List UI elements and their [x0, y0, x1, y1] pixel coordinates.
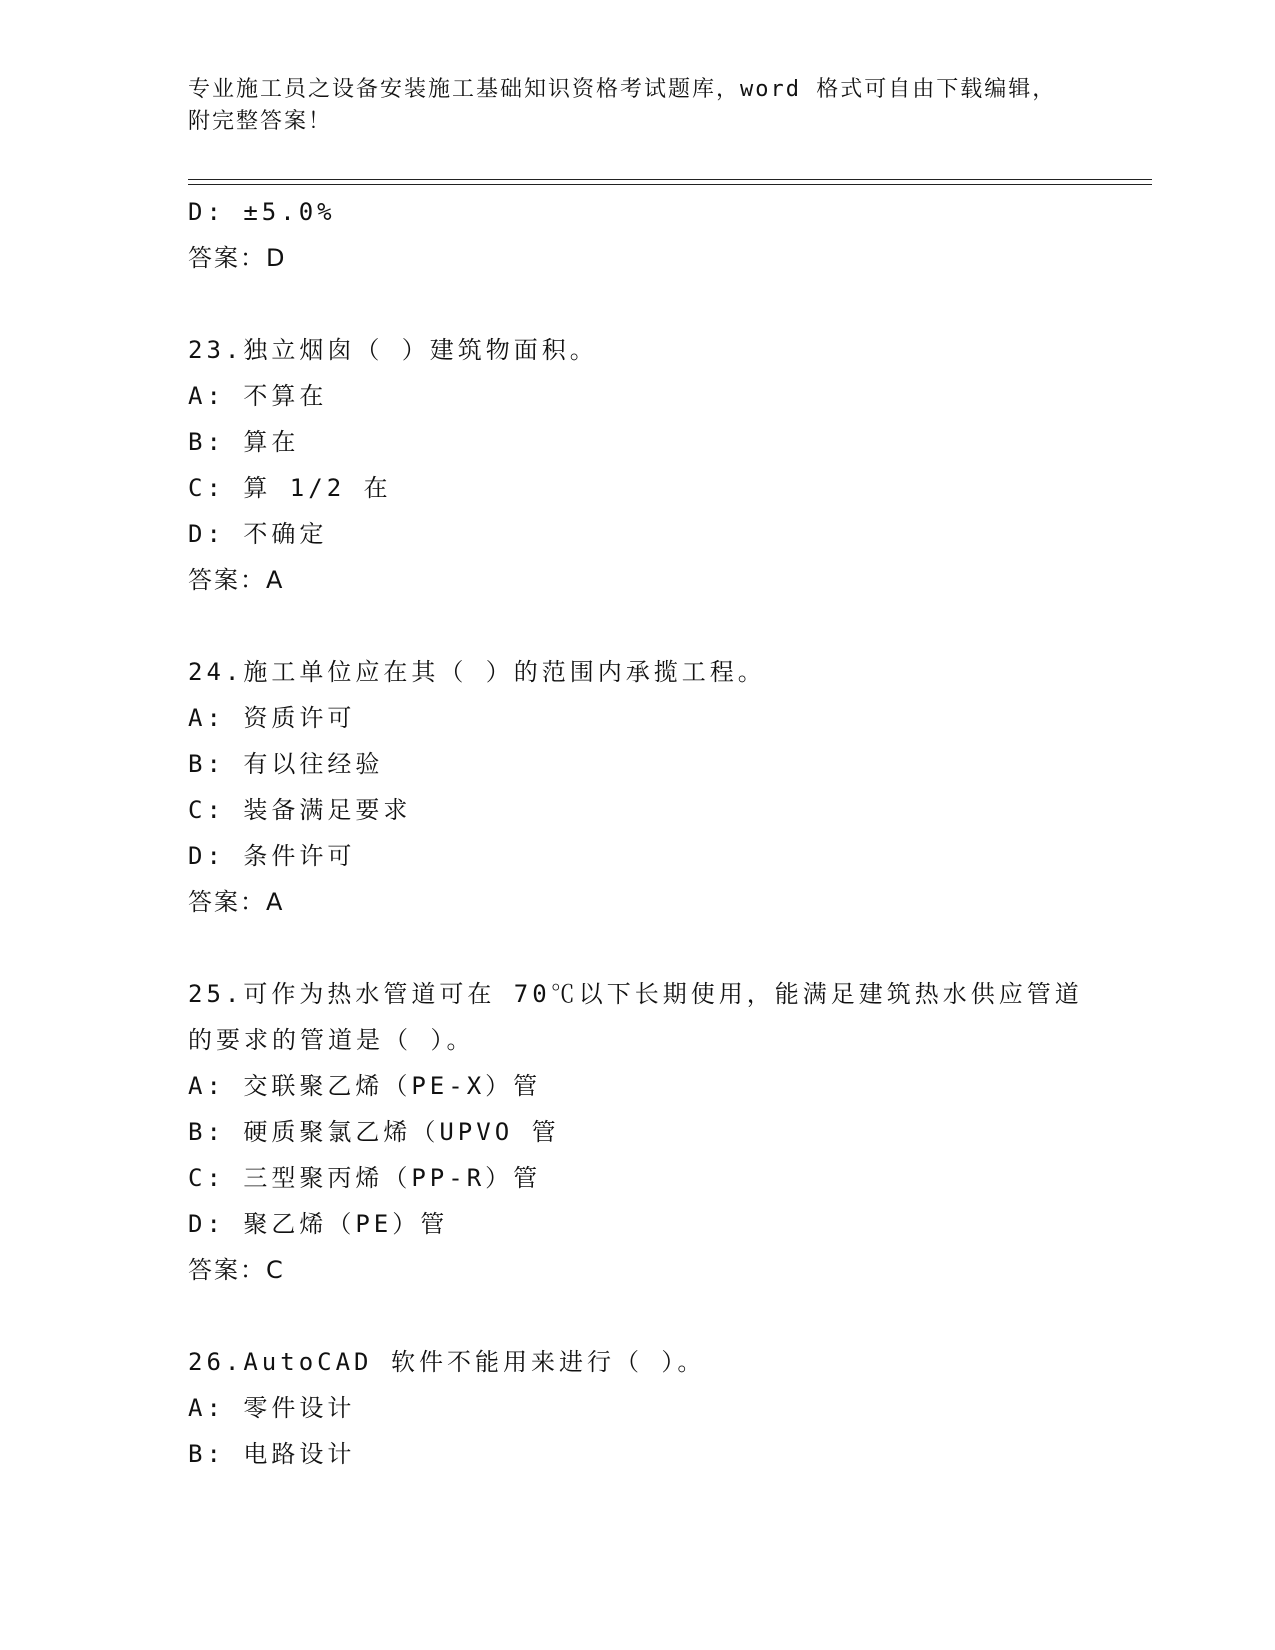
- question-23: [188, 327, 1088, 603]
- header-line-1: 专业施工员之设备安装施工基础知识资格考试题库，word 格式可自由下载编辑，: [188, 77, 1057, 102]
- option-a: A: 资质许可: [188, 704, 356, 732]
- option-a: A: 交联聚乙烯（PE-X）管: [188, 1072, 542, 1100]
- option-d: D: 不确定: [188, 520, 328, 548]
- answer: 答案：A: [188, 888, 285, 916]
- question-list: [188, 189, 1088, 1477]
- spacer: [188, 925, 1088, 971]
- question-stem-line-2: 的要求的管道是（ ）。: [188, 1026, 475, 1054]
- question-25: [188, 971, 1088, 1293]
- document-header: [188, 74, 1088, 138]
- option-d: D: 条件许可: [188, 842, 356, 870]
- spacer: [188, 1293, 1088, 1339]
- question-stem: 24.施工单位应在其（ ）的范围内承揽工程。: [188, 658, 766, 686]
- question-stem: 26.AutoCAD 软件不能用来进行（ ）。: [188, 1348, 706, 1376]
- question-24: [188, 649, 1088, 925]
- option-c: C: 算 1/2 在: [188, 474, 392, 502]
- question-26: [188, 1339, 1088, 1477]
- question-stem-line-1: 25.可作为热水管道可在 70℃以下长期使用，能满足建筑热水供应管道: [188, 980, 1083, 1008]
- answer: 答案：C: [188, 1256, 285, 1284]
- prev-answer: 答案：D: [188, 244, 287, 272]
- question-stem: 23.独立烟囱（ ）建筑物面积。: [188, 336, 598, 364]
- answer: 答案：A: [188, 566, 285, 594]
- option-c: C: 三型聚丙烯（PP-R）管: [188, 1164, 542, 1192]
- option-b: B: 有以往经验: [188, 750, 384, 778]
- option-b: B: 硬质聚氯乙烯（UPVO 管: [188, 1118, 560, 1146]
- option-a: A: 不算在: [188, 382, 328, 410]
- header-line-2: 附完整答案！: [188, 109, 333, 134]
- header-divider-top: [188, 179, 1152, 180]
- spacer: [188, 281, 1088, 327]
- spacer: [188, 603, 1088, 649]
- option-a: A: 零件设计: [188, 1394, 356, 1422]
- header-divider-bottom: [188, 184, 1152, 185]
- option-b: B: 算在: [188, 428, 300, 456]
- option-b: B: 电路设计: [188, 1440, 356, 1468]
- option-d: D: 聚乙烯（PE）管: [188, 1210, 449, 1238]
- option-c: C: 装备满足要求: [188, 796, 412, 824]
- prev-option-d: D: ±5.0%: [188, 198, 336, 226]
